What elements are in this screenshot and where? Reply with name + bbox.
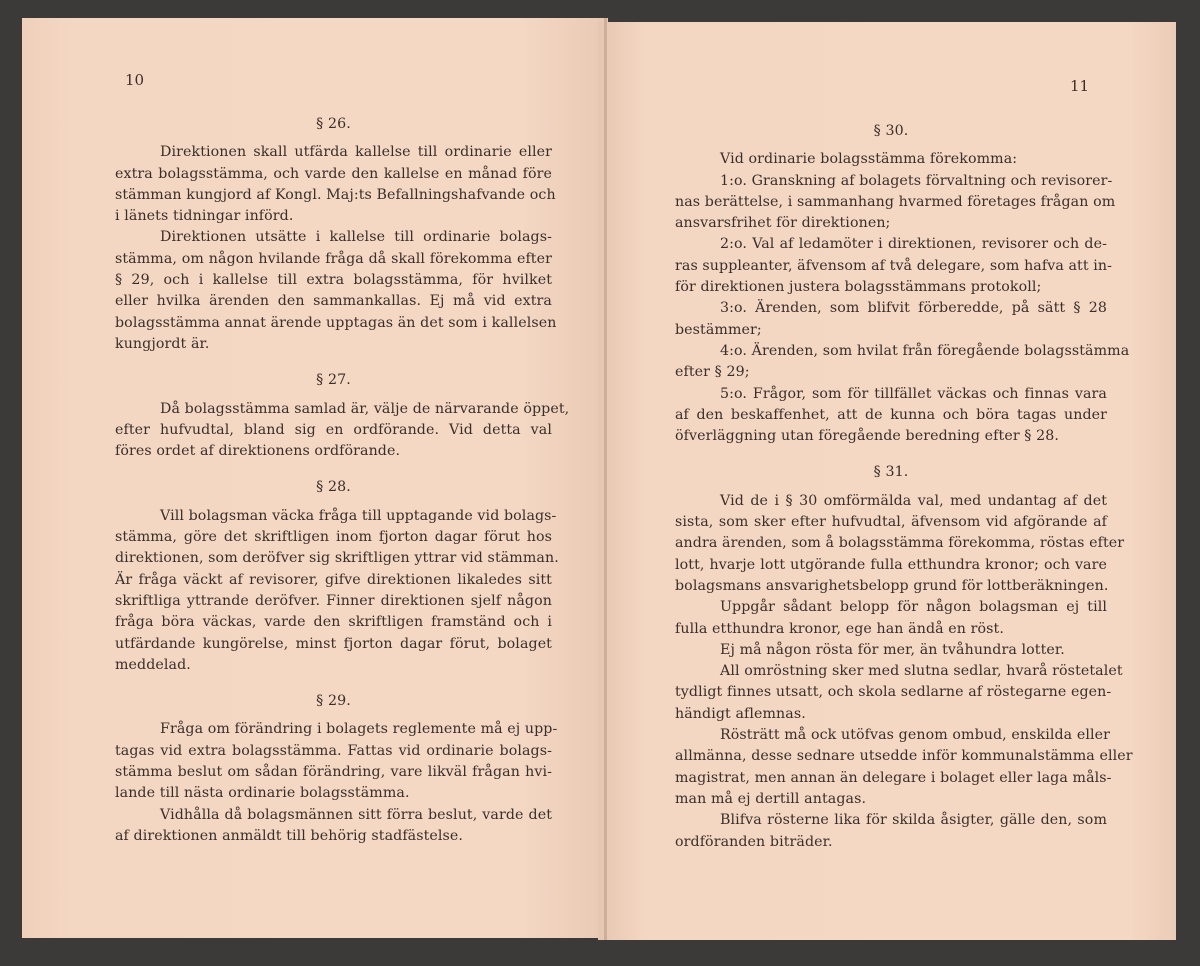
text-line: öfverläggning utan föregående beredning efter § 28. xyxy=(675,428,1059,445)
text-line: tydligt finnes utsatt, och skola sedlarne af röstegarne egen- xyxy=(675,684,1112,701)
paragraph xyxy=(675,384,1107,448)
text-line: andra ärenden, som å bolagsstämma förekomma, röstas efter xyxy=(675,535,1125,552)
text-line: skriftliga yttrande deröfver. Finner direktionen sjelf någon xyxy=(115,592,552,609)
text-line: fulla etthundra kronor, ege han ändå en röst. xyxy=(675,620,1004,637)
right-page-text xyxy=(675,121,1133,853)
section-heading: § 28. xyxy=(316,479,351,496)
text-line: ordföranden biträder. xyxy=(675,833,833,850)
paragraph xyxy=(115,399,570,463)
text-line: meddelad. xyxy=(115,656,191,673)
text-line: bestämmer; xyxy=(675,321,762,338)
text-line: Direktionen utsätte i kallelse till ordinarie bolags- xyxy=(160,229,552,246)
section-heading: § 26. xyxy=(316,116,351,132)
text-line: ansvarsfrihet för direktionen; xyxy=(675,215,891,232)
text-line: Är fråga väckt af revisorer, gifve direktionen likaledes sitt xyxy=(115,571,552,588)
text-line: Fråga om förändring i bolagets reglemente må ej upp- xyxy=(160,721,558,738)
text-line: Vid ordinarie bolagsstämma förekomma: xyxy=(720,151,1018,168)
text-line: i länets tidningar införd. xyxy=(115,208,294,225)
text-line: utfärdande kungörelse, minst fjorton dagar förut, bolaget xyxy=(115,635,552,652)
text-line: efter § 29; xyxy=(675,364,750,381)
text-line: Då bolagsstämma samlad är, välje de närvarande öppet, xyxy=(160,400,570,417)
left-page-text xyxy=(115,114,570,847)
text-line: All omröstning sker med slutna sedlar, hvarå röstetalet xyxy=(720,663,1123,680)
paragraph xyxy=(675,171,1116,235)
paragraph xyxy=(675,640,1107,661)
text-line: magistrat, men annan än delegare i bolaget eller laga måls- xyxy=(675,769,1112,786)
paragraph xyxy=(675,725,1133,810)
text-line: efter hufvudtal, bland sig en ordförande. Vid detta val xyxy=(115,421,552,438)
text-line: § 29, och i kallelse till extra bolagsstämma, för hvilket xyxy=(115,272,552,289)
page-number: 10 xyxy=(125,71,145,89)
text-line: lott, hvarje lott utgörande fulla etthundra kronor; och vare xyxy=(675,556,1107,573)
text-line: Uppgår sådant belopp för någon bolagsman ej till xyxy=(720,599,1107,616)
paragraph xyxy=(115,227,557,355)
text-line: fråga böra väckas, varde den skriftligen framständ och i xyxy=(115,614,552,631)
text-line: sista, som sker efter hufvudtal, äfvensom vid afgörande af xyxy=(675,514,1107,531)
right-page xyxy=(598,22,1176,940)
text-line: 4:o. Ärenden, som hvilat från föregående bolagsstämma xyxy=(720,342,1130,359)
text-line: Blifva rösterne lika för skilda åsigter, gälle den, som xyxy=(720,812,1107,829)
paragraph xyxy=(115,805,552,848)
text-line: af den beskaffenhet, att de kunna och böra tagas under xyxy=(675,406,1107,423)
text-line: Vill bolagsman väcka fråga till upptagande vid bolags- xyxy=(160,507,557,524)
text-line: tagas vid extra bolagsstämma. Fattas vid ordinarie bolags- xyxy=(115,742,552,759)
text-line: lande till nästa ordinarie bolagsstämma. xyxy=(115,785,410,802)
text-line: stämman kungjord af Kongl. Maj:ts Befallningshafvande och xyxy=(115,186,556,203)
text-line: man må ej dertill antagas. xyxy=(675,790,867,807)
text-line: stämma beslut om sådan förändring, vare likväl frågan hvi- xyxy=(115,764,552,781)
book-gutter xyxy=(604,18,607,940)
paragraph xyxy=(675,810,1107,853)
text-line: föres ordet af direktionens ordförande. xyxy=(115,443,401,460)
text-line: eller hvilka ärenden den sammankallas. Ej må vid extra xyxy=(115,293,552,310)
section-heading: § 30. xyxy=(873,123,909,139)
section-heading: § 27. xyxy=(316,372,351,389)
text-line: händigt aflemnas. xyxy=(675,705,806,722)
text-line: bolagsmans ansvarighetsbelopp grund för lottberäkningen. xyxy=(675,577,1109,594)
paragraph xyxy=(675,661,1123,725)
text-line: 3:o. Ärenden, som blifvit förberedde, på sätt § 28 xyxy=(720,300,1107,317)
text-line: stämma, göre det skriftligen inom fjorton dagar förut hos xyxy=(115,529,552,546)
paragraph xyxy=(675,149,1107,170)
text-line: 2:o. Val af ledamöter i direktionen, revisorer och de- xyxy=(720,236,1107,253)
text-line: 5:o. Frågor, som för tillfället väckas och finnas vara xyxy=(720,385,1107,402)
section-heading: § 29. xyxy=(316,693,351,710)
paragraph xyxy=(675,341,1130,384)
paragraph xyxy=(675,298,1107,341)
text-line: af direktionen anmäldt till behörig stadfästelse. xyxy=(115,827,464,844)
paragraph xyxy=(115,506,559,676)
text-line: Ej må någon rösta för mer, än tvåhundra lotter. xyxy=(720,641,1065,658)
text-line: kungjordt är. xyxy=(115,335,210,352)
left-page xyxy=(22,18,608,938)
text-line: Direktionen skall utfärda kallelse till ordinarie eller xyxy=(160,144,552,161)
text-line: Rösträtt må ock utöfvas genom ombud, enskilda eller xyxy=(720,727,1110,744)
paragraph xyxy=(115,719,558,804)
paragraph xyxy=(115,142,556,227)
page-number: 11 xyxy=(1070,77,1090,95)
text-line: extra bolagsstämma, och varde den kallelse en månad före xyxy=(115,165,552,182)
paragraph xyxy=(675,597,1107,640)
paragraph xyxy=(675,234,1113,298)
section-heading: § 31. xyxy=(873,464,909,481)
text-line: allmänna, desse sednare utsedde inför kommunalstämma eller xyxy=(675,748,1133,765)
paragraph xyxy=(675,491,1125,597)
text-line: direktionen, som deröfver sig skriftligen yttrar vid stämman. xyxy=(115,550,559,567)
text-line: bolagsstämma annat ärende upptagas än det som i kallelsen xyxy=(115,314,557,331)
text-line: stämma, om någon hvilande fråga då skall förekomma efter xyxy=(115,250,552,267)
text-line: ras suppleanter, äfvensom af två delegare, som hafva att in- xyxy=(675,257,1113,274)
text-line: Vid de i § 30 omförmälda val, med undantag af det xyxy=(720,492,1107,509)
text-line: 1:o. Granskning af bolagets förvaltning och revisorer- xyxy=(720,172,1113,189)
text-line: nas berättelse, i sammanhang hvarmed företages frågan om xyxy=(675,193,1116,210)
text-line: för direktionen justera bolagsstämmans protokoll; xyxy=(675,279,1042,296)
text-line: Vidhålla då bolagsmännen sitt förra beslut, varde det xyxy=(160,806,552,823)
